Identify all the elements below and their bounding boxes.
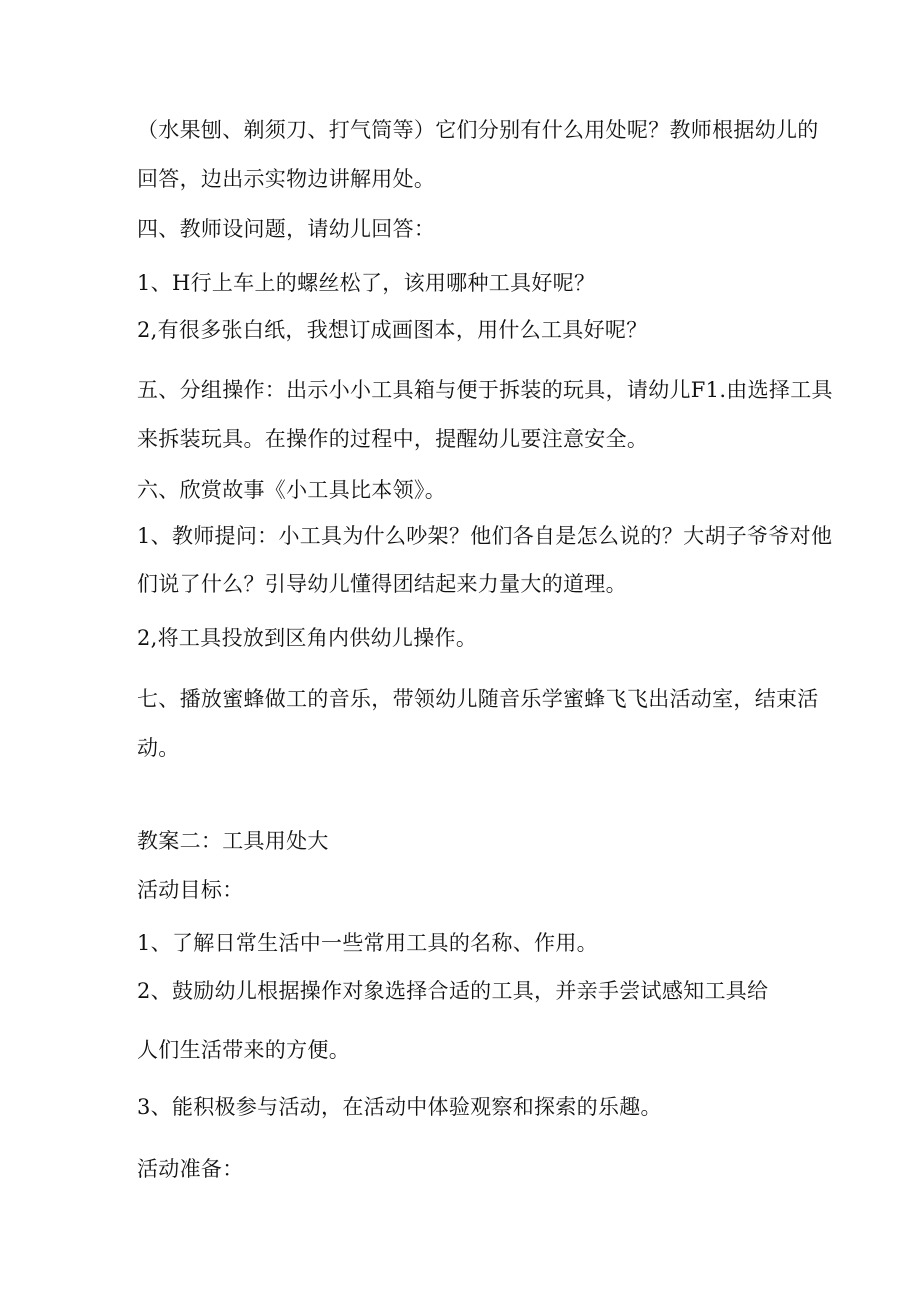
text-line: 四、教师设问题，请幼儿回答： [137, 217, 436, 241]
text-line: 来拆装玩具。在操作的过程中，提醒幼儿要注意安全。 [137, 427, 649, 451]
text-line: 3、能积极参与活动，在活动中体验观察和探索的乐趣。 [137, 1095, 662, 1119]
text-line: 2,将工具投放到区角内供幼儿操作。 [137, 626, 478, 650]
section-heading: 教案二：工具用处大 [137, 829, 329, 853]
text-line: （水果刨、剃须刀、打气筒等）它们分别有什么用处呢？教师根据幼儿的 [137, 118, 819, 142]
text-line: 2,有很多张白纸，我想订成画图本，用什么工具好呢？ [137, 318, 648, 342]
text-line: 七、播放蜜蜂做工的音乐，带领幼儿随音乐学蜜蜂飞飞出活动室，结束活 [137, 687, 819, 711]
text-line: 2、鼓励幼儿根据操作对象选择合适的工具，并亲手尝试感知工具给 [137, 979, 769, 1003]
text-line: 1、了解日常生活中一些常用工具的名称、作用。 [137, 931, 598, 955]
text-line: 回答，边出示实物边讲解用处。 [137, 167, 436, 191]
text-line: 五、分组操作：出示小小工具箱与便于拆装的玩具，请幼儿F1.由选择工具 [137, 378, 833, 402]
text-line: 人们生活带来的方便。 [137, 1038, 350, 1062]
text-line: 动。 [137, 736, 180, 760]
text-line: 1、教师提问：小工具为什么吵架？他们各自是怎么说的？大胡子爷爷对他 [137, 524, 833, 548]
text-line: 1、H行上车上的螺丝松了，该用哪种工具好呢？ [137, 271, 596, 295]
text-line: 活动目标： [137, 878, 244, 902]
text-line: 活动准备： [137, 1157, 244, 1181]
text-line: 六、欣赏故事《小工具比本领》。 [137, 478, 446, 502]
text-line: 们说了什么？引导幼儿懂得团结起来力量大的道理。 [137, 572, 627, 596]
